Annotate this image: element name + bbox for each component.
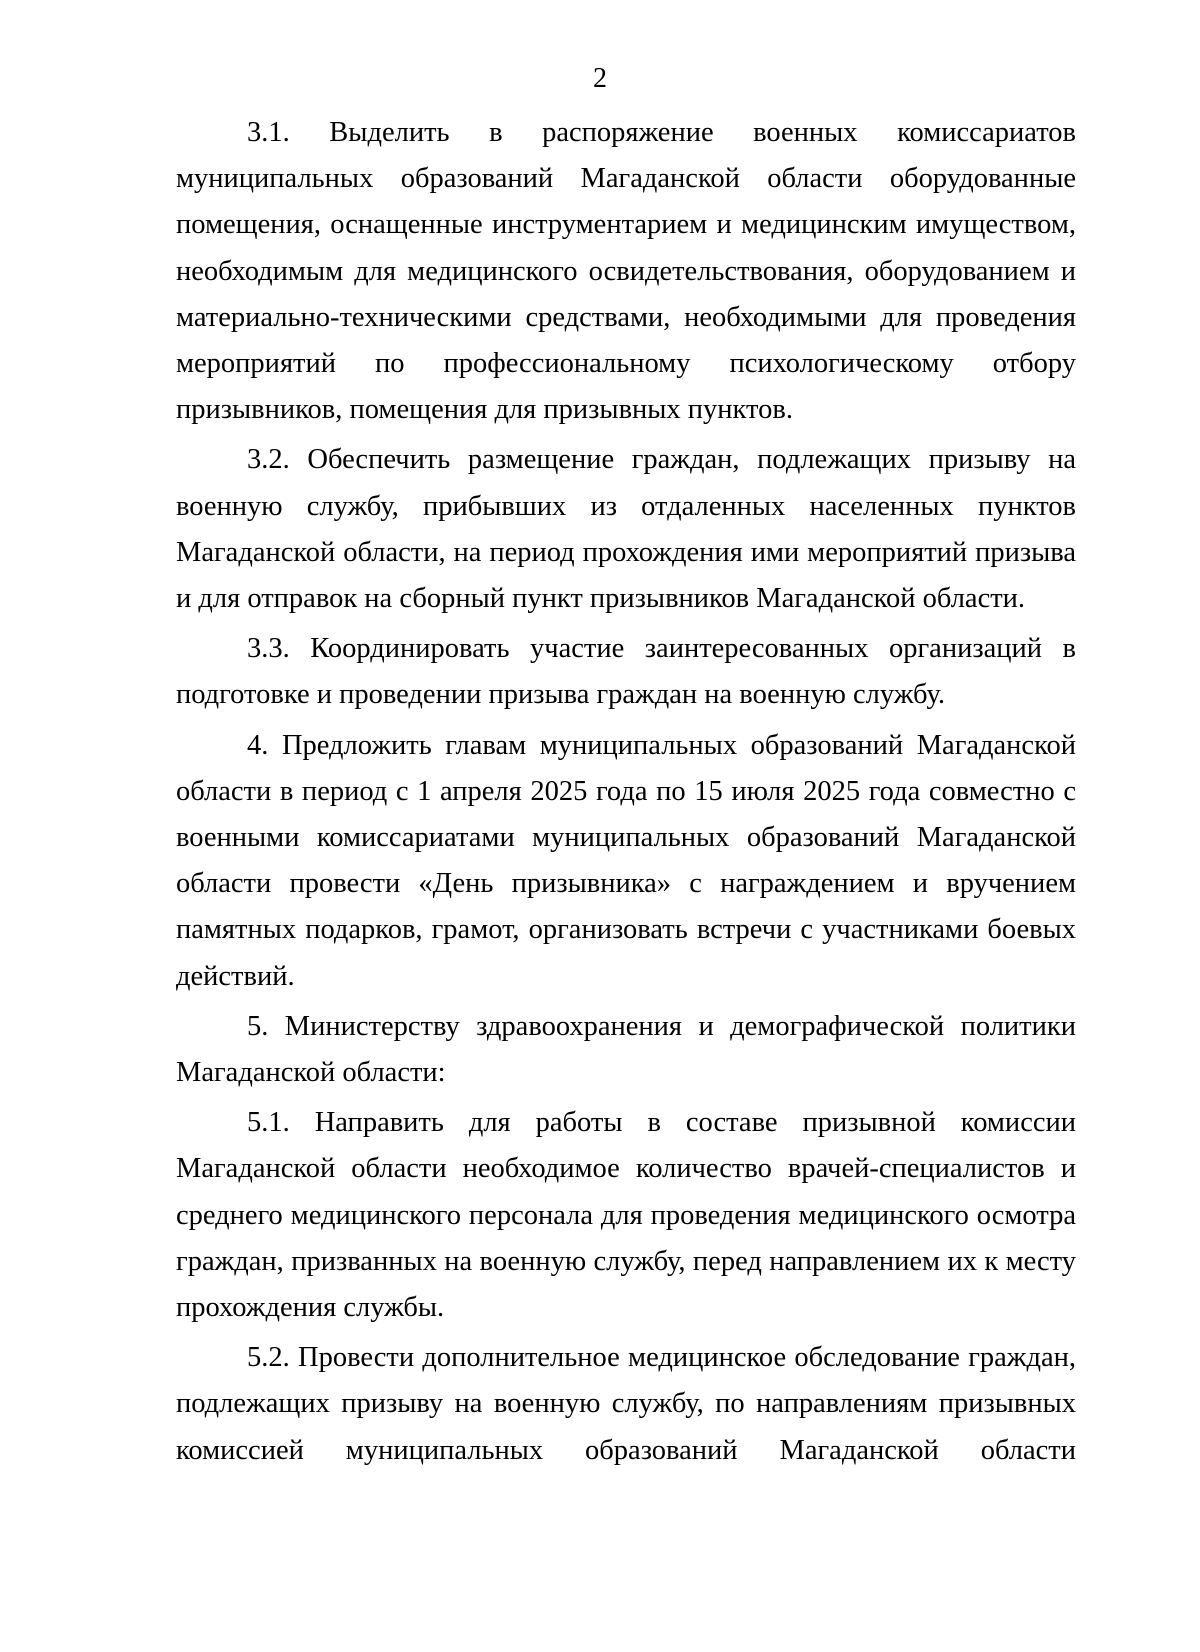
page-number: 2 — [593, 63, 607, 94]
paragraph-5-1: 5.1. Направить для работы в составе призывной комиссии Магаданской области необходимое количество врачей-специалистов и среднего медицинского персонала для проведения медицинского осмотра граждан, призванных на военную службу, перед направлением их к месту прохождения службы. — [176, 1107, 1076, 1324]
paragraph-3-3: 3.3. Координировать участие заинтересованных организаций в подготовке и проведении призыва граждан на военную службу. — [176, 633, 1076, 711]
document-body — [176, 110, 1076, 1474]
paragraph-3-2: 3.2. Обеспечить размещение граждан, подлежащих призыву на военную службу, прибывших из отдаленных населенных пунктов Магаданской области, на период прохождения ими мероприятий призыва и для отправок на сборный пункт призывников Магаданской области. — [176, 444, 1076, 615]
paragraph-3-1: 3.1. Выделить в распоряжение военных комиссариатов муниципальных образований Магаданской области оборудованные помещения, оснащенные инструментарием и медицинским имуществом, необходимым для медицинского освидетельствования, оборудованием и материально-техническими средствами, необходимыми для проведения мероприятий по профессиональному психологическому отбору призывников, помещения для призывных пунктов. — [176, 117, 1076, 426]
paragraph-5-2: 5.2. Провести дополнительное медицинское обследование граждан, подлежащих призыву на военную службу, по направлениям призывных комиссией муниципальных образований Магаданской области — [176, 1342, 1076, 1466]
paragraph-5: 5. Министерству здравоохранения и демографической политики Магаданской области: — [176, 1010, 1076, 1089]
paragraph-4: 4. Предложить главам муниципальных образований Магаданской области в период с 1 апреля 2025 года по 15 июля 2025 года совместно с военными комиссариатами муниципальных образований Магаданской области провести «День призывника» с награждением и вручением памятных подарков, грамот, организовать встречи с участниками боевых действий. — [176, 729, 1076, 992]
